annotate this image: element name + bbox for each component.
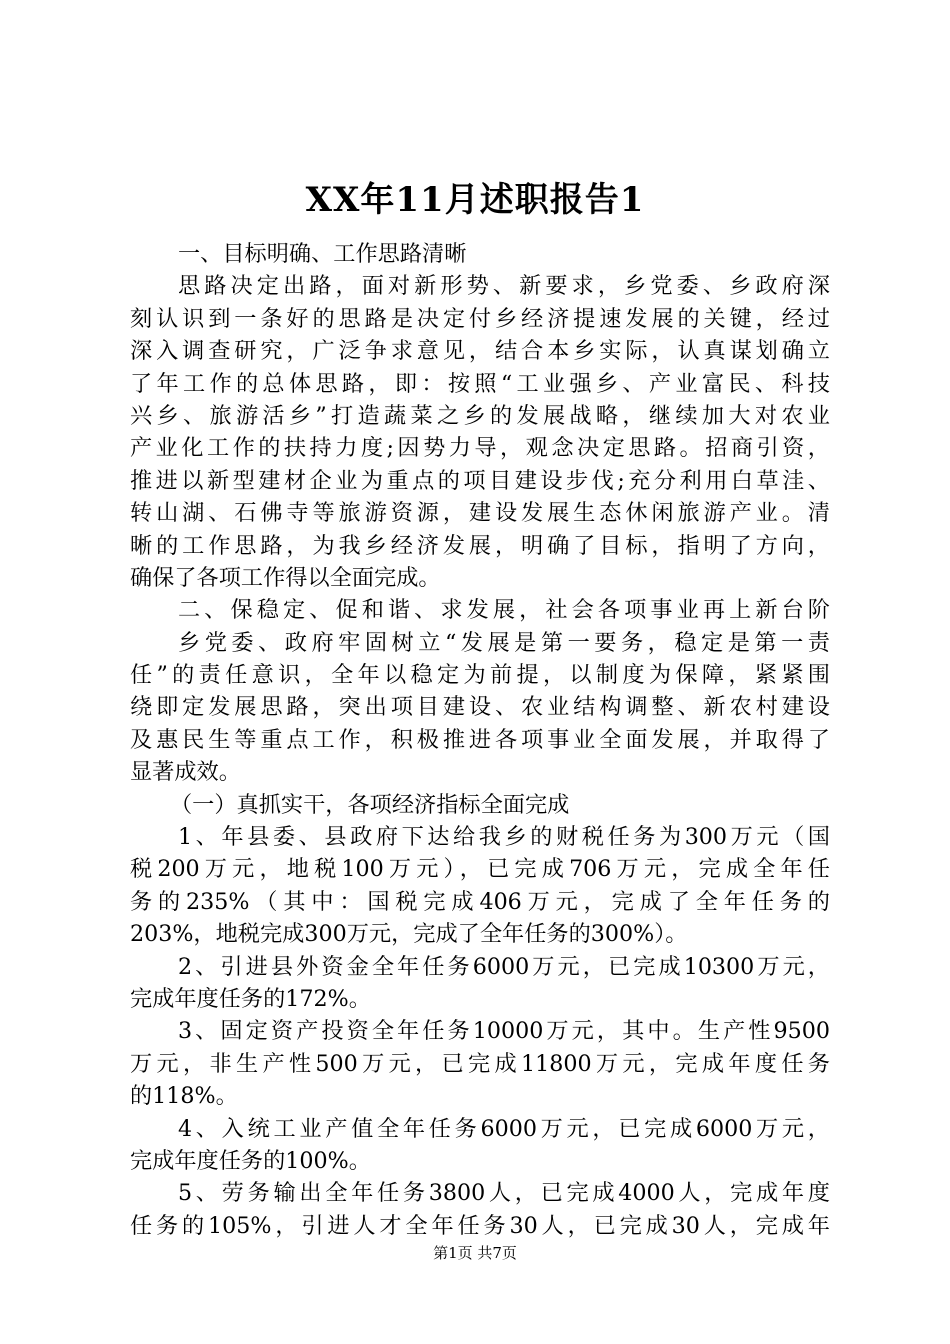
text-line: （一）真抓实干，各项经济指标全面完成 — [170, 791, 570, 818]
text-line: 转山湖、石佛寺等旅游资源，建设发展生态休闲旅游产业。清 — [130, 500, 830, 527]
text-line: 税200万元，地税100万元），已完成706万元，完成全年任 — [130, 856, 830, 883]
text-line: 万元，非生产性500万元，已完成11800万元，完成年度任务 — [130, 1050, 830, 1077]
text-line: 2、引进县外资金全年任务6000万元，已完成10300万元， — [178, 953, 830, 980]
text-line: 203%，地税完成300万元，完成了全年任务的300%）。 — [130, 921, 688, 948]
text-line: 任”的责任意识，全年以稳定为前提，以制度为保障，紧紧围 — [130, 662, 830, 689]
text-line: 4、入统工业产值全年任务6000万元，已完成6000万元， — [178, 1115, 830, 1142]
text-line: 完成年度任务的100%。 — [130, 1147, 371, 1174]
text-line: 1、年县委、县政府下达给我乡的财税任务为300万元（国 — [178, 824, 830, 851]
text-line: 思路决定出路，面对新形势、新要求，乡党委、乡政府深 — [178, 273, 830, 300]
text-line: 3、固定资产投资全年任务10000万元，其中。生产性9500 — [178, 1018, 830, 1045]
text-line: 晰的工作思路，为我乡经济发展，明确了目标，指明了方向， — [130, 532, 830, 559]
text-line: 的118%。 — [130, 1083, 238, 1110]
document-title: XX年11月述职报告1 — [305, 180, 645, 220]
text-line: 5、劳务输出全年任务3800人，已完成4000人，完成年度 — [178, 1180, 830, 1207]
page-footer: 第1页 共7页 — [433, 1244, 517, 1262]
text-line: 深入调查研究，广泛争求意见，结合本乡实际，认真谋划确立 — [130, 338, 830, 365]
text-line: 及惠民生等重点工作，积极推进各项事业全面发展，并取得了 — [130, 726, 830, 753]
text-line: 二、保稳定、促和谐、求发展，社会各项事业再上新台阶 — [178, 597, 830, 624]
text-line: 兴乡、旅游活乡”打造蔬菜之乡的发展战略，继续加大对农业 — [130, 402, 830, 429]
text-line: 一、目标明确、工作思路清晰 — [178, 241, 467, 267]
text-line: 刻认识到一条好的思路是决定付乡经济提速发展的关键，经过 — [130, 305, 830, 332]
text-line: 显著成效。 — [130, 759, 241, 786]
text-line: 确保了各项工作得以全面完成。 — [130, 564, 441, 591]
text-line: 务的235%（其中：国税完成406万元，完成了全年任务的 — [130, 888, 830, 915]
text-line: 产业化工作的扶持力度;因势力导，观念决定思路。招商引资， — [130, 435, 830, 462]
text-line: 完成年度任务的172%。 — [130, 985, 371, 1012]
text-line: 绕即定发展思路，突出项目建设、农业结构调整、新农村建设 — [130, 694, 830, 721]
text-line: 了年工作的总体思路，即：按照“工业强乡、产业富民、科技 — [130, 370, 830, 397]
text-line: 乡党委、政府牢固树立“发展是第一要务，稳定是第一责 — [178, 629, 830, 656]
text-line: 任务的105%，引进人才全年任务30人，已完成30人，完成年 — [130, 1212, 830, 1239]
document-body — [130, 238, 830, 1242]
text-line: 推进以新型建材企业为重点的项目建设步伐;充分利用白草洼、 — [130, 467, 830, 494]
